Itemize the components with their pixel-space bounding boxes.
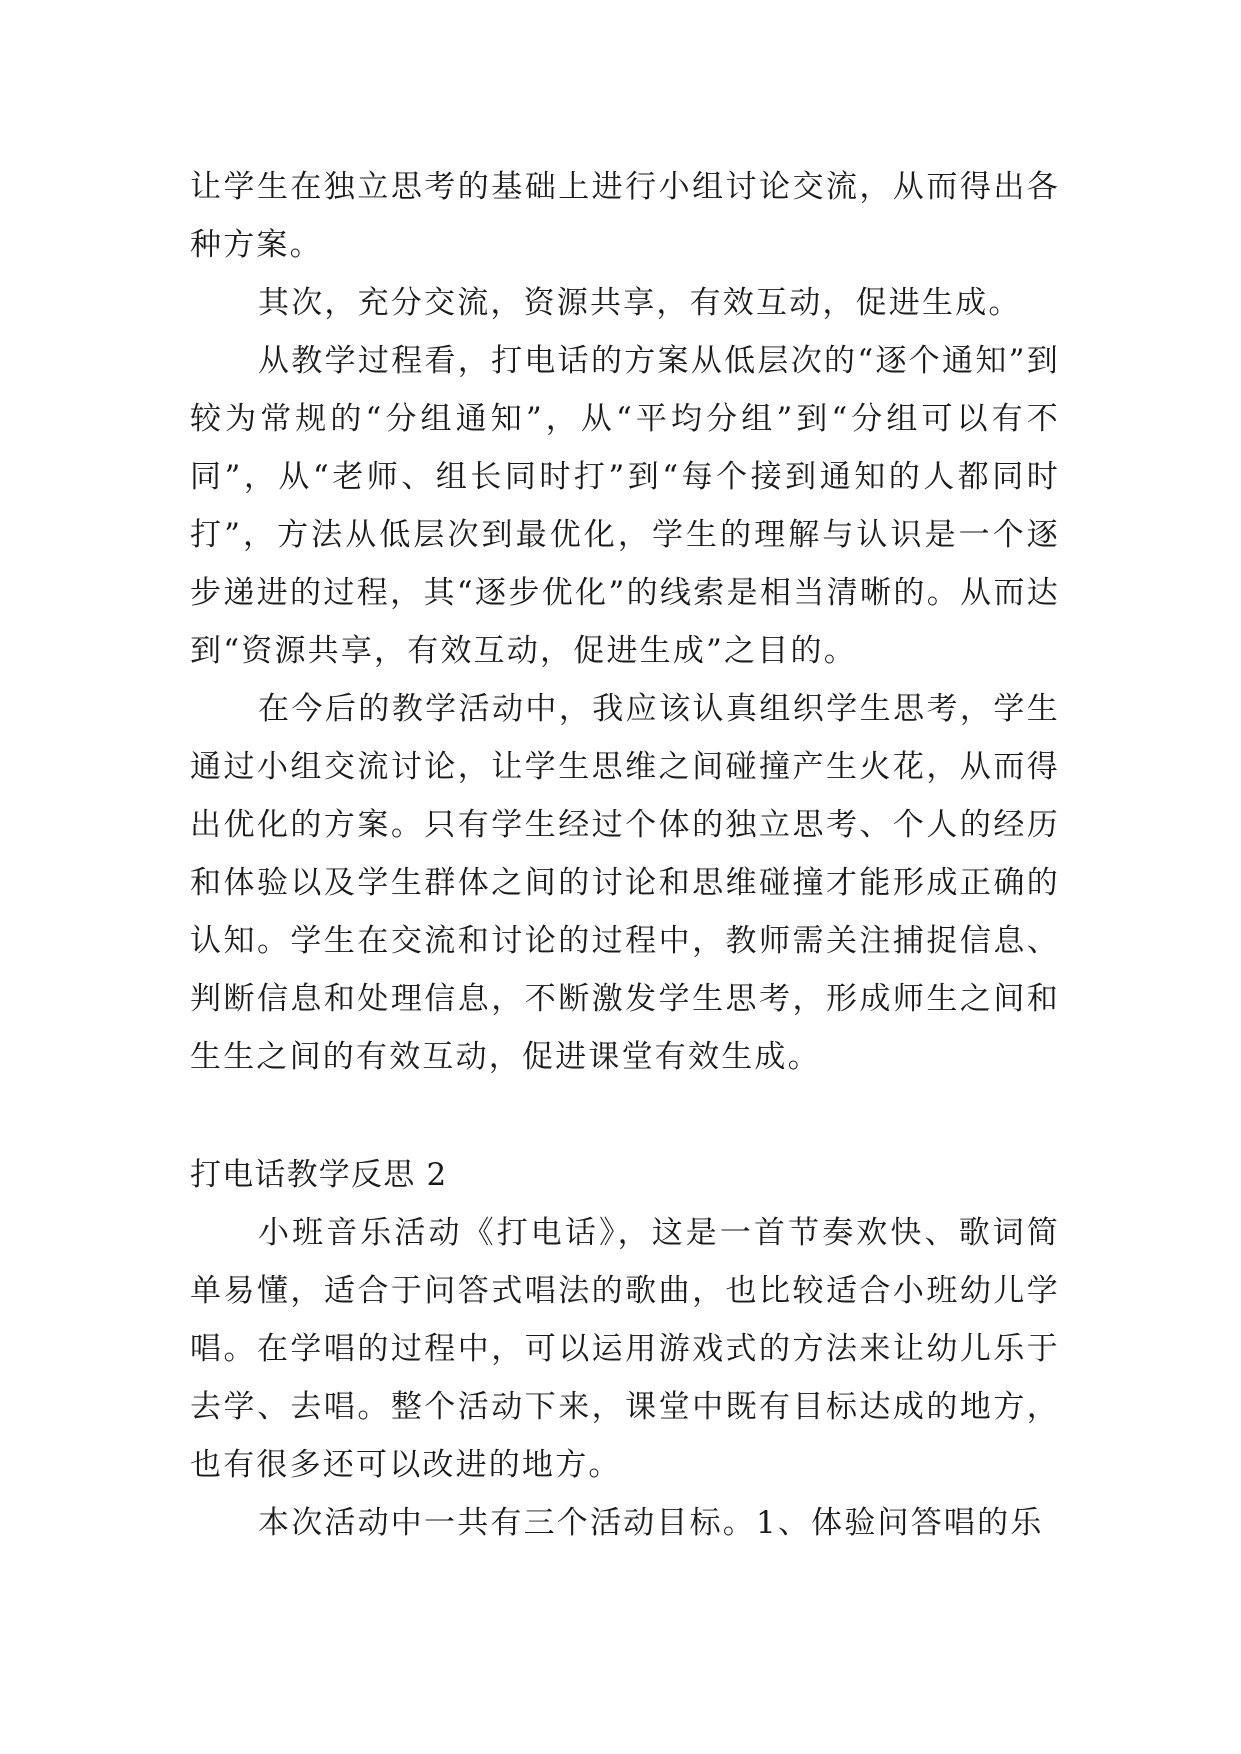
paragraph: 其次，充分交流，资源共享，有效互动，促进生成。 [258,285,1022,321]
paragraph: 小班音乐活动《打电话》，这是一首节奏欢快、歌词简单易懂，适合于问答式唱法的歌曲，也比较适合小班幼儿学唱。在学唱的过程中，可以运用游戏式的方法来让幼儿乐于去学、去唱。整个活动下来，课堂中既有目标达成的地方，也有很多还可以改进的地方。 [190,1215,1060,1483]
paragraph: 本次活动中一共有三个活动目标。1、体验问答唱的乐 [258,1505,1044,1541]
paragraph: 在今后的教学活动中，我应该认真组织学生思考，学生通过小组交流讨论，让学生思维之间碰撞产生火花，从而得出优化的方案。只有学生经过个体的独立思考、个人的经历和体验以及学生群体之间的讨论和思维碰撞才能形成正确的认知。学生在交流和讨论的过程中，教师需关注捕捉信息、判断信息和处理信息，不断激发学生思考，形成师生之间和生生之间的有效互动，促进课堂有效生成。 [190,691,1060,1075]
section-heading: 打电话教学反思 2 [190,1157,448,1193]
section-spacer [190,1086,1060,1146]
paragraph: 从教学过程看，打电话的方案从低层次的“逐个通知”到较为常规的“分组通知”，从“平均分组”到“分组可以有不同”，从“老师、组长同时打”到“每个接到通知的人都同时打”，方法从低层次到最优化，学生的理解与认识是一个逐步递进的过程，其“逐步优化”的线索是相当清晰的。从而达到“资源共享，有效互动，促进生成”之目的。 [190,343,1060,669]
paragraph-continuation: 让学生在独立思考的基础上进行小组讨论交流，从而得出各种方案。 [190,169,1060,263]
document-body [190,158,1060,1552]
